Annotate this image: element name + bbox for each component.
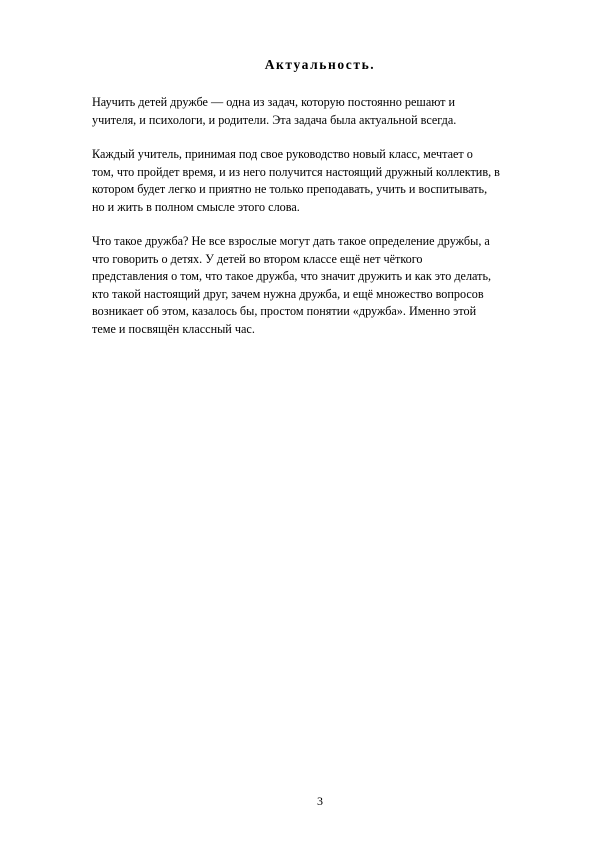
paragraph-line: Каждый учитель, принимая под свое руководство новый класс, мечтает о xyxy=(92,147,473,161)
paragraph-2 xyxy=(87,146,537,216)
page-number: 3 xyxy=(317,794,323,808)
paragraph-line: учителя, и психологи, и родители. Эта задача была актуальной всегда. xyxy=(92,112,457,127)
paragraph-line: кто такой настоящий друг, зачем нужна дружба, и ещё множество вопросов xyxy=(92,286,484,301)
paragraph-line: котором будет легко и приятно не только преподавать, учить и воспитывать, xyxy=(92,182,488,196)
document-title: Актуальность. xyxy=(264,57,376,72)
paragraph-3 xyxy=(87,233,537,338)
paragraph-line: возникает об этом, казалось бы, простом понятии «дружба». Именно этой xyxy=(92,304,477,318)
paragraph-line: что говорить о детях. У детей во втором классе ещё нет чёткого xyxy=(92,251,423,266)
paragraph-line: том, что пройдет время, и из него получится настоящий дружный коллектив, в xyxy=(92,164,500,179)
paragraph-line: теме и посвящён классный час. xyxy=(92,321,255,336)
paragraph-line: Что такое дружба? Не все взрослые могут дать такое определение дружбы, а xyxy=(92,234,490,248)
paragraph-line: представления о том, что такое дружба, что значит дружить и как это делать, xyxy=(92,269,492,283)
paragraph-1 xyxy=(87,94,537,129)
paragraph-line: но и жить в полном смысле этого слова. xyxy=(92,199,300,214)
document-body xyxy=(87,94,537,355)
paragraph-line: Научить детей дружбе — одна из задач, которую постоянно решают и xyxy=(92,95,456,109)
